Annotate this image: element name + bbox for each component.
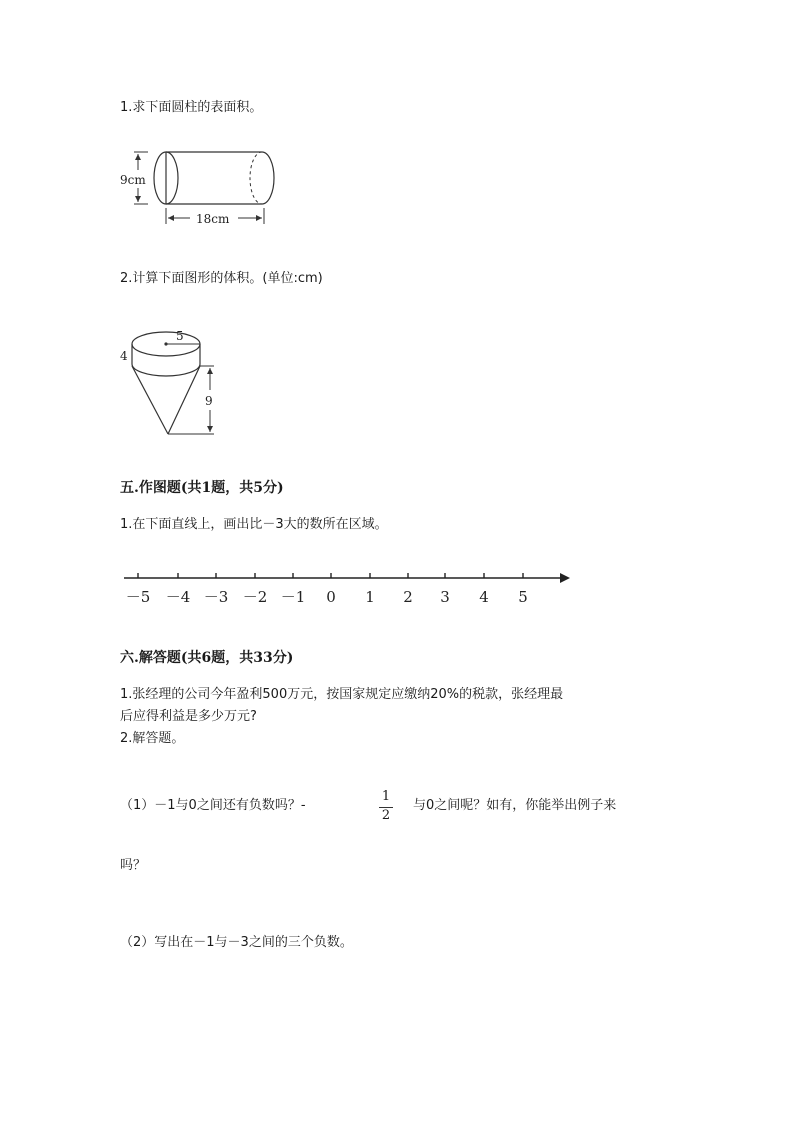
number-line-label: －3 <box>203 588 229 606</box>
number-line-label: 5 <box>518 588 528 606</box>
number-line-label: 4 <box>479 588 489 606</box>
section-5-heading: 五.作图题(共1题，共5分) <box>120 480 284 496</box>
number-line-label: －2 <box>242 588 268 606</box>
cylinder-cone-figure <box>116 318 226 440</box>
cylinder-height-4-label: 4 <box>120 349 128 363</box>
arrow-right-icon <box>560 573 570 583</box>
question-6-1-line2: 后应得利益是多少万元? <box>120 709 257 724</box>
cylinder-height-label: 9cm <box>120 173 146 187</box>
sub-question-1-before: （1）－1与0之间还有负数吗？- <box>120 798 306 813</box>
number-line-label: －1 <box>280 588 306 606</box>
number-line-label: 0 <box>326 588 336 606</box>
section-6-heading: 六.解答题(共6题，共33分) <box>120 650 294 666</box>
sub-question-2-text: （2）写出在－1与－3之间的三个负数。 <box>120 935 353 950</box>
cylinder-figure <box>118 146 283 230</box>
number-line <box>118 566 578 610</box>
radius-label: 5 <box>176 329 184 343</box>
question-4-2-text: 2.计算下面图形的体积。(单位:cm) <box>120 271 323 286</box>
sub-question-1-continued: 吗？ <box>120 858 147 873</box>
question-4-1-text: 1.求下面圆柱的表面积。 <box>120 100 263 115</box>
cylinder-length-label: 18cm <box>196 212 230 226</box>
number-line-label: 3 <box>440 588 450 606</box>
number-line-label: －5 <box>125 588 151 606</box>
question-6-1-line1: 1.张经理的公司今年盈利500万元，按国家规定应缴纳20%的税款，张经理最 <box>120 687 564 702</box>
question-5-1-text: 1.在下面直线上，画出比－3大的数所在区域。 <box>120 517 388 532</box>
sub-question-1-after: 与0之间呢？如有，你能举出例子来 <box>413 798 617 813</box>
number-line-label: －4 <box>165 588 191 606</box>
fraction-numerator: 1 <box>381 789 391 804</box>
number-line-label: 2 <box>403 588 413 606</box>
number-line-label: 1 <box>365 588 375 606</box>
question-6-2-text: 2.解答题。 <box>120 731 185 746</box>
fraction-denominator: 2 <box>381 808 391 823</box>
cone-height-label: 9 <box>205 394 213 408</box>
